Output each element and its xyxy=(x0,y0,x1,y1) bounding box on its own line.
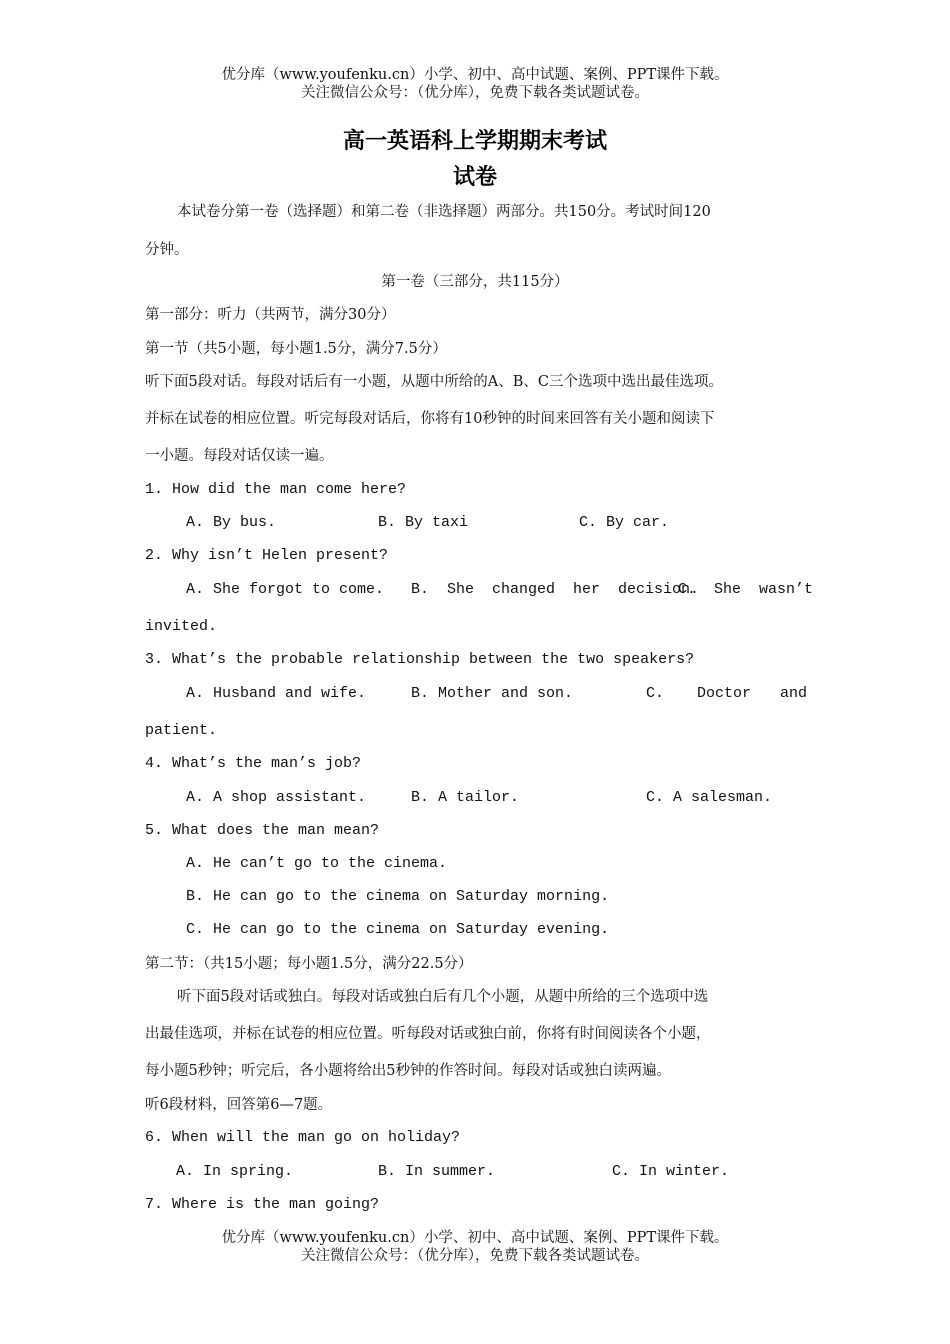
question-3-option-c-wrap: patient. xyxy=(145,722,218,739)
question-1-stem: 1. How did the man come here? xyxy=(145,481,407,498)
intro-line-1: 本试卷分第一卷（选择题）和第二卷（非选择题）两部分。共150分。考试时间120 xyxy=(177,204,711,220)
section2-instruction-1: 听下面5段对话或独白。每段对话或独白后有几个小题，从题中所给的三个选项中选 xyxy=(177,989,709,1005)
question-1-option-c: C. By car. xyxy=(579,514,670,531)
question-6-option-c: C. In winter. xyxy=(612,1163,730,1180)
volume1-heading: 第一卷（三部分，共115分） xyxy=(381,274,569,290)
question-3-option-c-word1: Doctor xyxy=(697,685,752,702)
section2-instruction-2: 出最佳选项，并标在试卷的相应位置。听每段对话或独白前，你将有时间阅读各个小题， xyxy=(145,1026,711,1042)
question-1-option-b: B. By taxi xyxy=(378,514,469,531)
footer-line-1: 优分库（www.youfenku.cn）小学、初中、高中试题、案例、PPT课件下载。 xyxy=(221,1230,729,1246)
question-5-option-a: A. He can’t go to the cinema. xyxy=(186,855,448,872)
question-2-stem: 2. Why isn’t Helen present? xyxy=(145,547,389,564)
question-5-option-b: B. He can go to the cinema on Saturday morning. xyxy=(186,888,610,905)
question-7-stem: 7. Where is the man going? xyxy=(145,1196,380,1213)
section2-material: 听6段材料，回答第6—7题。 xyxy=(145,1097,333,1113)
question-6-stem: 6. When will the man go on holiday? xyxy=(145,1129,461,1146)
question-3-option-c-word2: and xyxy=(780,685,808,702)
question-4-option-a: A. A shop assistant. xyxy=(186,789,367,806)
footer-line-2: 关注微信公众号：（优分库），免费下载各类试题试卷。 xyxy=(301,1248,649,1264)
section2-heading: 第二节：（共15小题；每小题1.5分，满分22.5分） xyxy=(145,956,473,972)
question-5-stem: 5. What does the man mean? xyxy=(145,822,380,839)
header-line-2: 关注微信公众号：（优分库），免费下载各类试题试卷。 xyxy=(301,85,649,101)
question-4-stem: 4. What’s the man’s job? xyxy=(145,755,362,772)
intro-line-2: 分钟。 xyxy=(145,242,189,258)
question-6-option-b: B. In summer. xyxy=(378,1163,496,1180)
question-4-option-b: B. A tailor. xyxy=(411,789,520,806)
question-5-option-c: C. He can go to the cinema on Saturday evening. xyxy=(186,921,610,938)
question-4-option-c: C. A salesman. xyxy=(646,789,773,806)
question-2-option-a: A. She forgot to come. xyxy=(186,581,385,598)
question-3-option-b: B. Mother and son. xyxy=(411,685,574,702)
question-3-option-a: A. Husband and wife. xyxy=(186,685,367,702)
section2-instruction-3: 每小题5秒钟；听完后，各小题将给出5秒钟的作答时间。每段对话或独白读两遍。 xyxy=(145,1063,671,1079)
page-subtitle: 试卷 xyxy=(452,165,497,190)
section1-instruction-3: 一小题。每段对话仅读一遍。 xyxy=(145,448,334,464)
question-1-option-a: A. By bus. xyxy=(186,514,277,531)
page-title: 高一英语科上学期期末考试 xyxy=(342,129,607,154)
section1-instruction-1: 听下面5段对话。每段对话后有一小题，从题中所给的A、B、C三个选项中选出最佳选项。 xyxy=(145,374,723,390)
part1-heading: 第一部分：听力（共两节，满分30分） xyxy=(145,307,396,323)
question-2-option-c-wrap: invited. xyxy=(145,618,218,635)
question-3-stem: 3. What’s the probable relationship between the two speakers? xyxy=(145,651,695,668)
question-3-option-c-label: C. xyxy=(646,685,665,702)
question-2-option-b: B. She changed her decision. xyxy=(411,581,700,598)
section1-instruction-2: 并标在试卷的相应位置。听完每段对话后，你将有10秒钟的时间来回答有关小题和阅读下 xyxy=(145,411,715,427)
question-2-option-c: C. She wasn’t xyxy=(678,581,814,598)
header-line-1: 优分库（www.youfenku.cn）小学、初中、高中试题、案例、PPT课件下载。 xyxy=(221,67,729,83)
question-6-option-a: A. In spring. xyxy=(176,1163,294,1180)
section1-heading: 第一节（共5小题，每小题1.5分，满分7.5分） xyxy=(145,341,447,357)
